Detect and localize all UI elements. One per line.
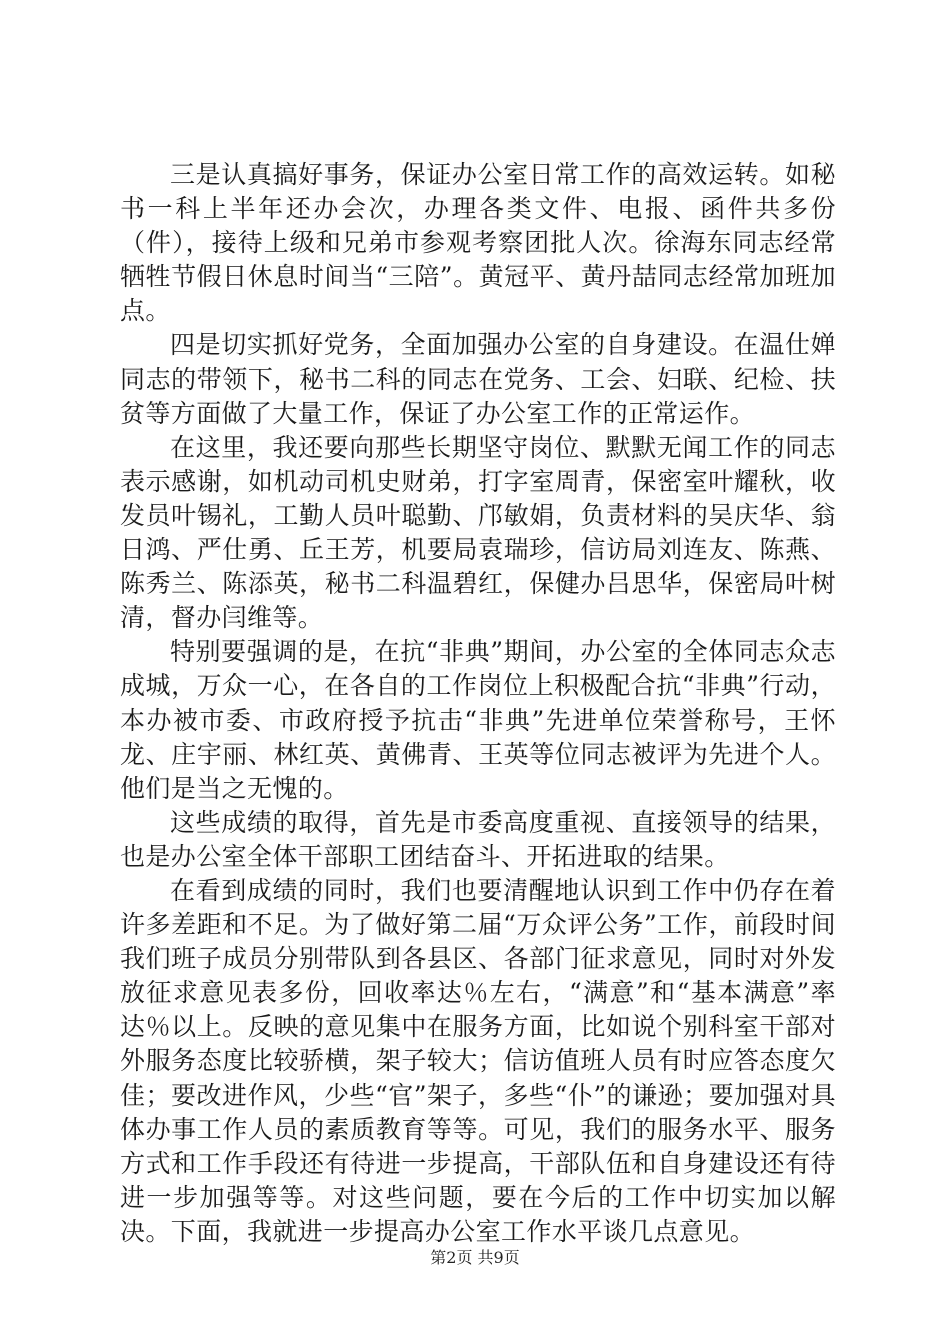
document-body bbox=[120, 158, 836, 1249]
paragraph-shortcomings: 在看到成绩的同时，我们也要清醒地认识到工作中仍存在着许多差距和不足。为了做好第二届“万众评公务”工作，前段时间我们班子成员分别带队到各县区、各部门征求意见，同时对外发放征求意见表多份，回收率达％左右，“满意”和“基本满意”率达％以上。反映的意见集中在服务方面，比如说个别科室干部对外服务态度比较骄横，架子较大；信访值班人员有时应答态度欠佳；要改进作风，少些“官”架子，多些“仆”的谦逊；要加强对具体办事工作人员的素质教育等等。可见，我们的服务水平、服务方式和工作手段还有待进一步提高，干部队伍和自身建设还有待进一步加强等等。对这些问题，要在今后的工作中切实加以解决。下面，我就进一步提高办公室工作水平谈几点意见。 bbox=[120, 875, 836, 1246]
paragraph-affairs: 三是认真搞好事务，保证办公室日常工作的高效运转。如秘书一科上半年还办会次，办理各类文件、电报、函件共多份（件），接待上级和兄弟市参观考察团批人次。徐海东同志经常牺牲节假日休息时间当“三陪”。黄冠平、黄丹喆同志经常加班加点。 bbox=[120, 160, 836, 326]
paragraph-achievements: 这些成绩的取得，首先是市委高度重视、直接领导的结果，也是办公室全体干部职工团结奋斗、开拓进取的结果。 bbox=[120, 807, 836, 871]
page-number-footer: 第2页 共9页 bbox=[430, 1248, 520, 1267]
paragraph-thanks: 在这里，我还要向那些长期坚守岗位、默默无闻工作的同志表示感谢，如机动司机史财弟，打字室周青，保密室叶耀秋，收发员叶锡礼，工勤人员叶聪勤、邝敏娟，负责材料的吴庆华、翁日鸿、严仕勇、丘王芳，机要局袁瑞珍，信访局刘连友、陈燕、陈秀兰、陈添英，秘书二科温碧红，保健办吕思华，保密局叶树清，督办闫维等。 bbox=[120, 432, 836, 633]
paragraph-sars: 特别要强调的是，在抗“非典”期间，办公室的全体同志众志成城，万众一心，在各自的工作岗位上积极配合抗“非典”行动，本办被市委、市政府授予抗击“非典”先进单位荣誉称号，王怀龙、庄宇丽、林红英、黄佛青、王英等位同志被评为先进个人。他们是当之无愧的。 bbox=[120, 637, 836, 803]
paragraph-party-affairs: 四是切实抓好党务，全面加强办公室的自身建设。在温仕婵同志的带领下，秘书二科的同志在党务、工会、妇联、纪检、扶贫等方面做了大量工作，保证了办公室工作的正常运作。 bbox=[120, 330, 836, 428]
